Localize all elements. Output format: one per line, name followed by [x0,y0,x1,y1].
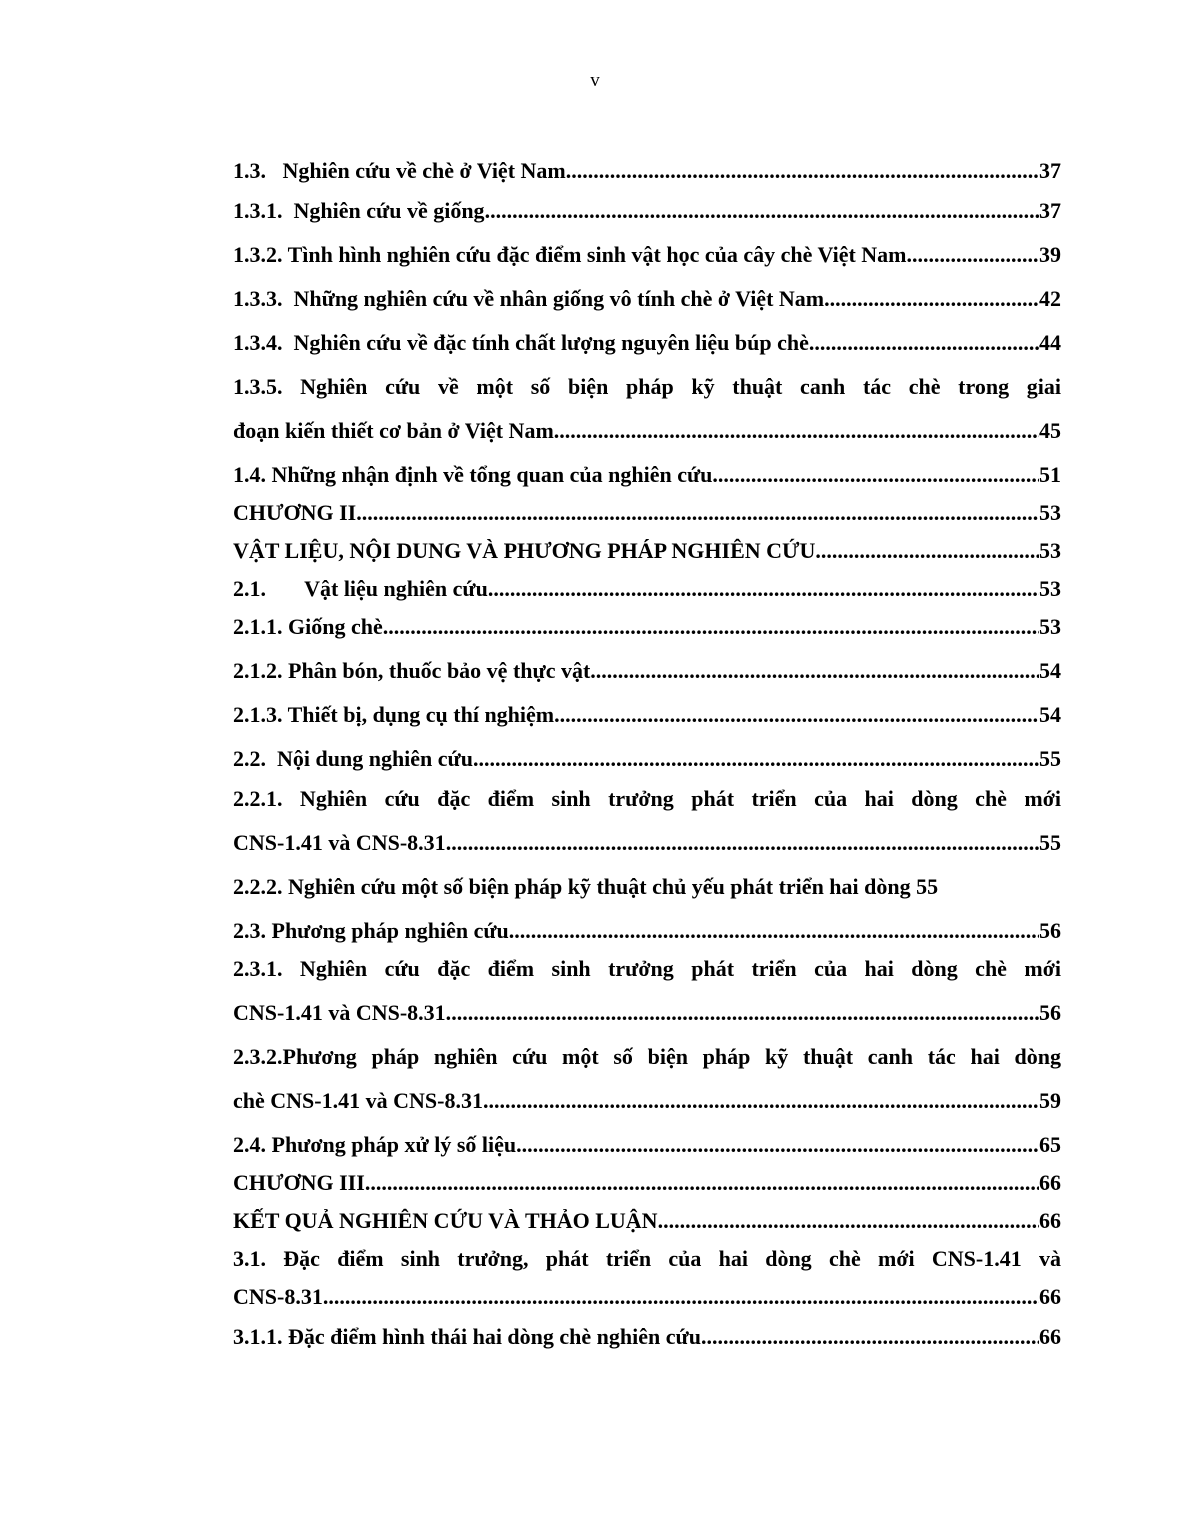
toc-entry-page: 66 [1039,1284,1061,1309]
toc-entry-title-line1: 3.1. Đặc điểm sinh trưởng, phát triển của hai dòng chè mới CNS-1.41 và [233,1246,1061,1271]
dot-leader [383,614,1039,640]
toc-entry-page: 66 [1039,1170,1061,1195]
toc-entry[interactable] [233,956,1061,1026]
dot-leader [356,500,1039,526]
dot-leader [701,1324,1039,1350]
dot-leader [328,1284,1039,1310]
toc-entry-page: 54 [1039,702,1061,727]
dot-leader [488,576,1039,602]
toc-entry-page: 53 [1039,500,1061,525]
toc-entry-page: 53 [1039,538,1061,563]
toc-entry[interactable] [233,538,1061,564]
dot-leader [815,538,1039,564]
toc-entry-page: 55 [1039,830,1061,855]
toc-entry-title: 2.3. Phương pháp nghiên cứu [233,918,509,943]
toc-entry-page: 42 [1039,286,1061,311]
toc-entry-page: 53 [1039,576,1061,601]
toc-entry[interactable] [233,500,1061,526]
toc-entry-title: 1.3.4. Nghiên cứu về đặc tính chất lượng nguyên liệu búp chè [233,330,809,355]
toc-entry[interactable] [233,874,1061,900]
toc-entry-title: CNS-1.41 và CNS-8.31. [233,1000,452,1025]
page-number: v [590,70,600,91]
toc-entry-title: KẾT QUẢ NGHIÊN CỨU VÀ THẢO LUẬN [233,1208,658,1233]
toc-entry[interactable] [233,1044,1061,1114]
toc-entry-title: 2.4. Phương pháp xử lý số liệu [233,1132,517,1157]
dot-leader [485,198,1039,224]
dot-leader [488,1088,1039,1114]
toc-entry-title-line1: 2.2.1. Nghiên cứu đặc điểm sinh trưởng phát triển của hai dòng chè mới [233,786,1061,811]
toc-entry-title: 2.2. Nội dung nghiên cứu [233,746,473,771]
dot-leader [658,1208,1039,1234]
dot-leader [554,418,1039,444]
dot-leader [712,462,1039,488]
dot-leader [473,746,1039,772]
toc-entry-title: CHƯƠNG III [233,1170,365,1195]
dot-leader [516,1132,1039,1158]
toc-entry-title: 1.3.3. Những nghiên cứu về nhân giống vô tính chè ở Việt Nam [233,286,825,311]
toc-entry-title-line1: 1.3.5. Nghiên cứu về một số biện pháp kỹ thuật canh tác chè trong giai [233,374,1061,399]
toc-entry-title: đoạn kiến thiết cơ bản ở Việt Nam [233,418,554,443]
toc-entry-title: 2.1.1. Giống chè [233,614,383,639]
toc-entry-page: 55 [916,874,939,899]
toc-entry-title: chè CNS-1.41 và CNS-8.31. [233,1088,489,1113]
dot-leader [566,158,1039,184]
toc-entry-title: 2.1. Vật liệu nghiên cứu [233,576,488,601]
dot-leader [365,1170,1039,1196]
toc-entry-title: 2.1.2. Phân bón, thuốc bảo vệ thực vật [233,658,591,683]
dot-leader [446,830,1039,856]
toc-entry-title: 2.2.2. Nghiên cứu một số biện pháp kỹ thuật chủ yếu phát triển hai dòng [233,874,911,899]
toc-entry[interactable] [233,242,1061,268]
dot-leader [907,242,1040,268]
dot-leader [809,330,1039,356]
toc-entry[interactable] [233,1170,1061,1196]
toc-entry-page: 51 [1039,462,1061,487]
dot-leader [509,918,1039,944]
toc-entry-title: 1.3.1. Nghiên cứu về giống [233,198,485,223]
dot-leader [451,1000,1039,1026]
toc-entry[interactable] [233,1132,1061,1158]
toc-entry[interactable] [233,918,1061,944]
toc-entry[interactable] [233,330,1061,356]
toc-entry[interactable] [233,576,1061,602]
toc-entry-page: 53 [1039,614,1061,639]
toc-entry[interactable] [233,1208,1061,1234]
dot-leader [824,286,1039,312]
toc-entry-title-line1: 2.3.1. Nghiên cứu đặc điểm sinh trưởng phát triển của hai dòng chè mới [233,956,1061,981]
toc-entry-title: CNS-1.41 và CNS-8.31 [233,830,446,855]
toc-entry-page: 39 [1039,242,1061,267]
toc-entry-page: 37 [1039,158,1061,183]
toc-entry[interactable] [233,158,1061,184]
toc-entry-title: VẬT LIỆU, NỘI DUNG VÀ PHƯƠNG PHÁP NGHIÊN CỨU [233,538,816,563]
toc-entry-title: 2.1.3. Thiết bị, dụng cụ thí nghiệm [233,702,555,727]
toc-entry-title: 1.4. Những nhận định về tổng quan của nghiên cứu [233,462,713,487]
toc-entry-page: 59 [1039,1088,1061,1113]
toc-entry[interactable] [233,614,1061,640]
dot-leader [590,658,1039,684]
toc-entry-page: 54 [1039,658,1061,683]
toc-entry-title: CHƯƠNG II [233,500,357,525]
toc-entry-page: 66 [1039,1324,1061,1349]
toc-entry-page: 66 [1039,1208,1061,1233]
toc-entry-page: 56 [1039,1000,1061,1025]
toc-entry-page: 45 [1039,418,1061,443]
toc-entry[interactable] [233,374,1061,444]
toc-entry-title: 1.3. Nghiên cứu về chè ở Việt Nam [233,158,566,183]
toc-entry[interactable] [233,286,1061,312]
toc-entry-title: CNS-8.31. [233,1284,329,1309]
toc-entry-title: 1.3.2. Tình hình nghiên cứu đặc điểm sinh vật học của cây chè Việt Nam [233,242,907,267]
toc-entry[interactable] [233,1246,1061,1310]
toc-entry[interactable] [233,198,1061,224]
toc-entry-title: 3.1.1. Đặc điểm hình thái hai dòng chè nghiên cứu [233,1324,701,1349]
toc-entry[interactable] [233,658,1061,684]
toc-entry-page: 44 [1039,330,1061,355]
toc-entry-page: 37 [1039,198,1061,223]
toc-entry[interactable] [233,746,1061,772]
toc-entry-page: 56 [1039,918,1061,943]
toc-entry[interactable] [233,786,1061,856]
toc-entry-title-line1: 2.3.2.Phương pháp nghiên cứu một số biện pháp kỹ thuật canh tác hai dòng [233,1044,1061,1069]
toc-entry[interactable] [233,462,1061,488]
toc-entry[interactable] [233,702,1061,728]
dot-leader [554,702,1039,728]
toc-entry[interactable] [233,1324,1061,1350]
toc-entry-page: 55 [1039,746,1061,771]
toc-entry-page: 65 [1039,1132,1061,1157]
